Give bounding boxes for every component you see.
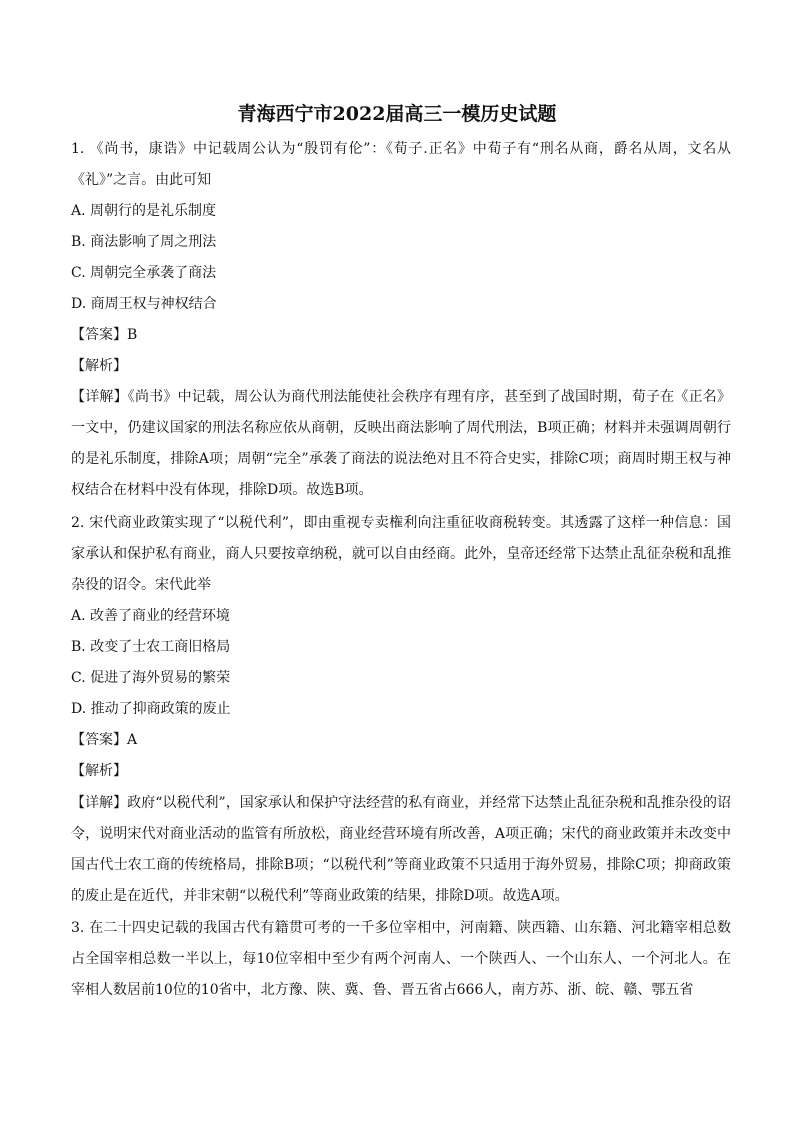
question-2-option-b: B. 改变了士农工商旧格局 [71, 639, 231, 655]
question-2-analysis-label: 【解析】 [71, 763, 127, 779]
question-2-stem: 2. 宋代商业政策实现了“以税代利”，即由重视专卖権利向注重征收商税转变。其透露了这样一种信息：国家承认和保护私有商业，商人只要按章纳税，就可以自由经商。此外，皇帝还经常下达禁止乱征杂税和乱推杂役的诏令。宋代此举 [71, 515, 731, 593]
question-2-option-c: C. 促进了海外贸易的繁荣 [71, 670, 231, 686]
question-1-analysis-label: 【解析】 [71, 358, 127, 374]
question-2-answer: 【答案】A [71, 732, 138, 748]
question-1-option-a: A. 周朝行的是礼乐制度 [71, 203, 217, 219]
question-3-stem: 3. 在二十四史记载的我国古代有籍贯可考的一千多位宰相中，河南籍、陕西籍、山东籍、河北籍宰相总数占全国宰相总数一半以上，每10位宰相中至少有两个河南人、一个陕西人、一个山东人、一个河北人。在宰相人数居前10位的10省中，北方豫、陕、冀、鲁、晋五省占666人，南方苏、浙、皖、赣、鄂五省 [71, 920, 731, 998]
question-1-option-d: D. 商周王权与神权结合 [71, 296, 217, 312]
question-1-stem: 1. 《尚书，康诰》中记载周公认为“殷罚有伦”：《荀子.正名》中荀子有“刑名从商，爵名从周，文名从《礼》”之言。由此可知 [71, 141, 731, 188]
question-2-detail: 【详解】政府“以税代利”，国家承认和保护守法经营的私有商业，并经常下达禁止乱征杂税和乱推杂役的诏令，说明宋代对商业活动的监管有所放松，商业经营环境有所改善，A项正确；宋代的商业政策并未改变中国古代士农工商的传统格局，排除B项；“以税代利”等商业政策不只适用于海外贸易，排除C项；抑商政策的废止是在近代，并非宋朝“以税代利”等商业政策的结果，排除D项。故选A项。 [71, 795, 731, 904]
page-title: 青海西宁市2022届高三一模历史试题 [237, 103, 557, 125]
question-1-option-c: C. 周朝完全承袭了商法 [71, 265, 217, 281]
question-2-option-a: A. 改善了商业的经营环境 [71, 608, 231, 624]
question-1-detail: 【详解】《尚书》中记载，周公认为商代刑法能使社会秩序有理有序，甚至到了战国时期，荀子在《正名》一文中，仍建议国家的刑法名称应依从商朝，反映出商法影响了周代刑法，B项正确；材料并未强调周朝行的是礼乐制度，排除A项；周朝“完全”承袭了商法的说法绝对且不符合史实，排除C项；商周时期王权与神权结合在材料中没有体现，排除D项。故选B项。 [71, 389, 731, 498]
question-1-answer: 【答案】B [71, 327, 138, 343]
question-2-option-d: D. 推动了抑商政策的废止 [71, 701, 231, 717]
question-1-option-b: B. 商法影响了周之刑法 [71, 234, 217, 250]
